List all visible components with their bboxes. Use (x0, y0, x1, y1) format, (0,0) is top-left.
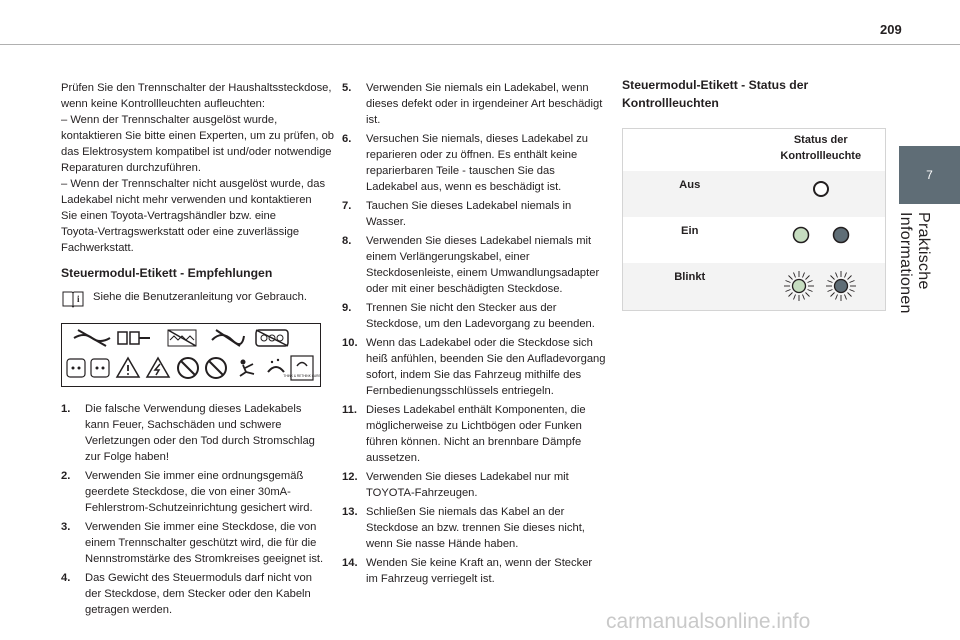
steps-list-middle (342, 80, 607, 587)
chapter-tab[interactable]: 7 (899, 146, 960, 204)
list-item (61, 468, 326, 516)
intro-line: – Wenn der Trennschalter ausgelöst wurde, (61, 114, 278, 126)
list-item (342, 300, 607, 332)
list-item (61, 570, 326, 618)
svg-text:i: i (77, 294, 80, 304)
table-header-status: Status der Kontrollleuchte (780, 134, 862, 162)
step-text: Tauchen Sie dieses Ladekabel niemals in Wasser. (366, 200, 572, 228)
step-number: 4. (61, 572, 71, 584)
header-divider (0, 44, 960, 45)
open-book-icon (61, 289, 85, 309)
column-right (622, 76, 887, 311)
step-number: 6. (342, 133, 352, 145)
step-text: Verwenden Sie dieses Ladekabel nur mit TOYOTA-Fahrzeugen. (366, 471, 569, 499)
manual-note-text: Siehe die Benutzeranleitung vor Gebrauch. (93, 291, 307, 303)
row-label-aus: Aus (679, 178, 701, 191)
table-row (623, 171, 886, 217)
step-text: Verwenden Sie immer eine Steckdose, die von einem Trennschalter geschützt wird, die für die Nennstromstärke des Stromkreises geeignet ist. (85, 521, 324, 565)
list-item (61, 401, 326, 465)
care-label-text: THINK & RETHINK CARE (283, 374, 321, 378)
wet-hands-icon (268, 359, 284, 372)
step-number: 12. (342, 471, 358, 483)
intro-line: – Wenn der Trennschalter nicht ausgelöst wurde, das (61, 178, 326, 190)
step-number: 14. (342, 557, 358, 569)
step-number: 8. (342, 235, 352, 247)
section-heading-status: Steuermodul-Etikett - Status der Kontrollleuchten (622, 78, 809, 110)
list-item (342, 555, 607, 587)
step-text: Das Gewicht des Steuermoduls darf nicht von der Steckdose, dem Stecker oder den Kabeln getragen werden. (85, 572, 312, 616)
step-text: Verwenden Sie immer eine ordnungsgemäß geerdete Steckdose, die von einer 30mA-Fehlerstrom-Schutzeinrichtung gesichert wird. (85, 470, 313, 514)
list-item (342, 198, 607, 230)
table-row (623, 263, 886, 311)
no-hot-socket-icon (206, 358, 226, 378)
warning-triangle-icon (117, 358, 139, 377)
step-number: 2. (61, 470, 71, 482)
list-item (342, 335, 607, 399)
empty-circle-icon (801, 177, 841, 201)
column-left (61, 80, 335, 621)
intro-line: Prüfen Sie den Trennschalter der Haushaltssteckdose, (61, 82, 332, 94)
no-damaged-cable-icon (212, 330, 244, 346)
step-number: 5. (342, 82, 352, 94)
no-disassembly-icon (178, 358, 198, 378)
step-number: 7. (342, 200, 352, 212)
no-water-icon (168, 330, 196, 346)
watermark: carmanualsonline.info (606, 610, 811, 633)
step-text: Schließen Sie niemals das Kabel an der Steckdose an bzw. trennen Sie dieses nicht, wenn Sie nasse Hände haben. (366, 506, 585, 550)
list-item (342, 233, 607, 297)
list-item (342, 402, 607, 466)
step-text: Wenden Sie keine Kraft an, wenn der Stecker im Fahrzeug verriegelt ist. (366, 557, 593, 585)
intro-line: Reparaturen durchzuführen. (61, 162, 201, 174)
intro-line: Sie einen Toyota-Vertragshändler bzw. eine (61, 210, 276, 222)
breaker-socket-icon (91, 359, 109, 377)
step-text: Wenn das Ladekabel oder die Steckdose sich heiß anfühlen, beenden Sie den Aufladevorgang sofort, indem Sie das Fahrzeug mithilfe des Fernbedienungsschlüssels entriegeln. (366, 337, 606, 397)
step-number: 10. (342, 337, 358, 349)
chapter-title: Praktische Informationen (897, 212, 932, 314)
intro-line: kontaktieren Sie bitte einen Experten, um zu prüfen, ob (61, 130, 335, 142)
intro-line: Ladekabel nicht mehr verwenden und kontaktieren (61, 194, 312, 206)
two-blinking-circles-icon (779, 269, 863, 303)
step-number: 9. (342, 302, 352, 314)
step-text: Verwenden Sie niemals ein Ladekabel, wenn dieses defekt oder in irgendeiner Art beschädigt ist. (366, 82, 603, 126)
step-text: Dieses Ladekabel enthält Komponenten, die möglicherweise zu Lichtbögen oder Funken führen können. Nicht an brennbare Dämpfe aussetzen. (366, 404, 586, 464)
list-item (61, 519, 326, 567)
table-header-empty (623, 129, 757, 171)
intro-line: Toyota-Vertragswerkstatt oder eine zuverlässige (61, 226, 300, 238)
two-filled-circles-icon (781, 223, 861, 247)
earthed-socket-icon (67, 359, 85, 377)
step-text: Versuchen Sie niemals, dieses Ladekabel zu reparieren oder zu öffnen. Es enthält keine reparierbaren Teile - tauschen Sie das Ladekabel aus, wenn es beschädigt ist. (366, 133, 589, 193)
section-heading-recommendations: Steuermodul-Etikett - Empfehlungen (61, 266, 273, 280)
step-number: 1. (61, 403, 71, 415)
intro-line: Fachwerkstatt. (61, 242, 134, 254)
step-text: Verwenden Sie dieses Ladekabel niemals mit einem Verlängerungskabel, einer Steckdosenleiste, einem Umwandlungsadapter oder mit einer beschädigten Steckdose. (366, 235, 600, 295)
list-item (342, 131, 607, 195)
no-unplug-icon (240, 360, 254, 377)
step-text: Die falsche Verwendung dieses Ladekabels kann Feuer, Sachschäden und schwere Verletzungen oder den Tod durch Stromschlag zur Folge haben! (85, 403, 315, 463)
manual-note (61, 289, 326, 309)
row-label-ein: Ein (681, 224, 699, 237)
column-middle (342, 80, 607, 590)
step-number: 13. (342, 506, 358, 518)
no-adapter-icon (118, 332, 150, 344)
electric-shock-warning-icon (147, 358, 169, 377)
table-row (623, 217, 886, 263)
care-label-icon (283, 356, 320, 380)
intro-paragraph (61, 80, 335, 256)
list-item (342, 80, 607, 128)
step-number: 11. (342, 404, 357, 416)
warning-label-pictograms (61, 323, 321, 387)
no-multi-socket-icon (256, 330, 288, 346)
intro-line: das Elektrosystem kompatibel ist und/oder notwendige (61, 146, 332, 158)
list-item (342, 504, 607, 552)
list-item (342, 469, 607, 501)
step-number: 3. (61, 521, 71, 533)
step-text: Trennen Sie nicht den Stecker aus der Steckdose, um den Ladevorgang zu beenden. (366, 302, 595, 330)
steps-list-left (61, 401, 326, 618)
row-label-blinkt: Blinkt (674, 270, 706, 283)
intro-line: wenn keine Kontrollleuchten aufleuchten: (61, 98, 266, 110)
page-number: 209 (880, 22, 902, 37)
indicator-status-table (622, 128, 886, 311)
no-extension-cable-icon (74, 330, 110, 346)
